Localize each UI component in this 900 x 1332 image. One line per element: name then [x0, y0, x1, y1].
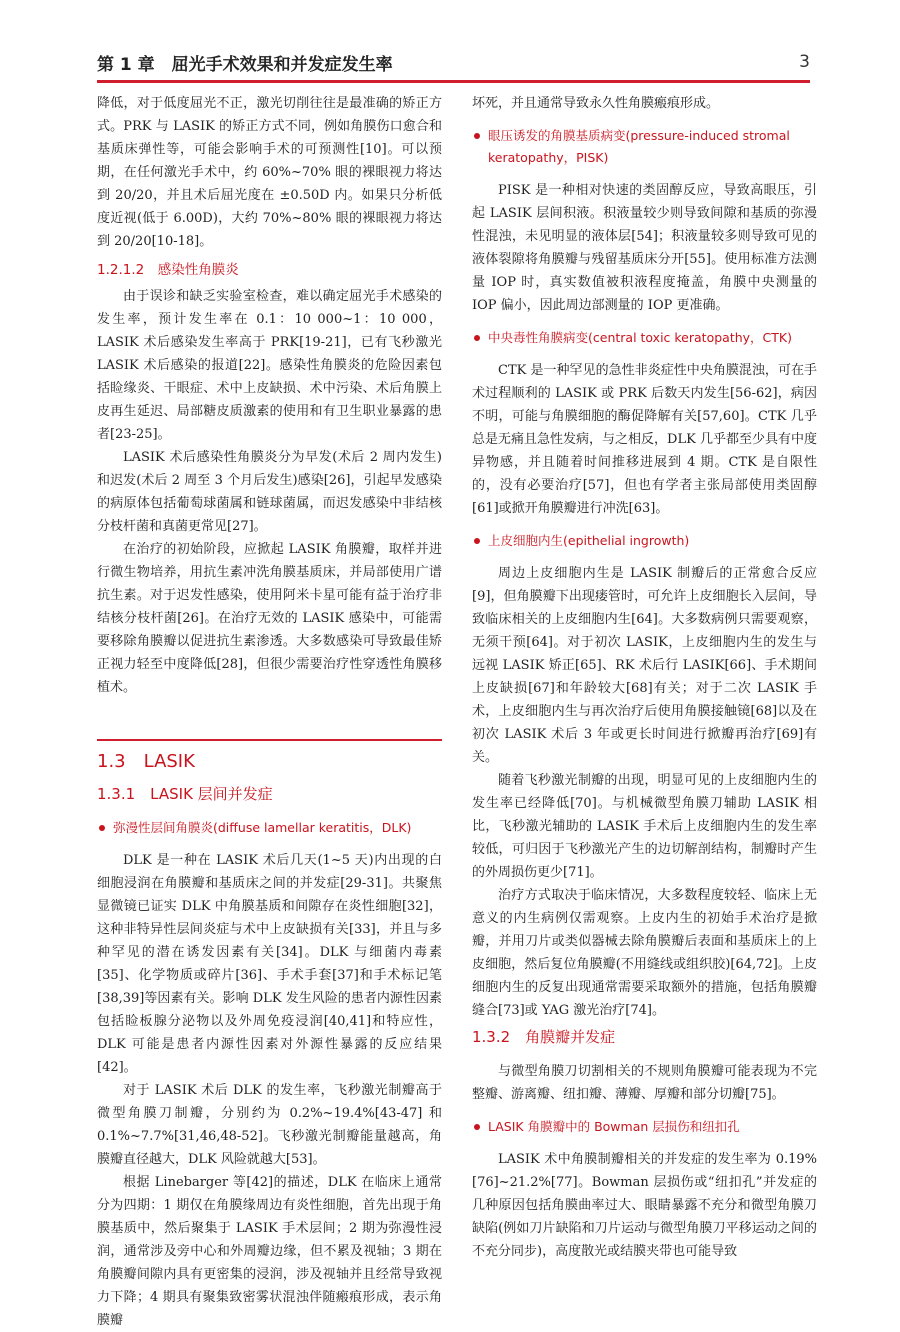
running-header [97, 44, 810, 83]
paragraph: LASIK 术后感染性角膜炎分为早发(术后 2 周内发生)和迟发(术后 2 周至 3 个月后发生)感染[26]，引起早发感染的病原体包括葡萄球菌属和链球菌属，而迟发感染中非结核分枝杆菌和真菌更常见[27]。 [97, 450, 442, 534]
bullet-dot-icon [474, 335, 480, 341]
paragraph: 根据 Linebarger 等[42]的描述，DLK 在临床上通常分为四期：1 期仅在角膜缘周边有炎性细胞，首先出现于角膜基质中，然后聚集于 LASIK 手术层间；2 期为弥漫性浸润，通常涉及旁中心和外周瓣边缘，但不累及视轴；3 期在角膜瓣间隙内具有更密集的浸润，涉及视轴并且经常导致视力下降；4 期具有聚集致密雾状混浊伴随瘢痕形成，表示角膜瓣 [97, 1175, 442, 1328]
bullet-dot-icon [99, 825, 105, 831]
left-column [97, 92, 442, 1332]
section-heading-lasik: 1.3 LASIK [97, 739, 442, 775]
section-heading-interface-complications: 1.3.1 LASIK 层间并发症 [97, 785, 273, 803]
bullet-dot-icon [474, 133, 480, 139]
bullet-heading-bowman-buttonhole [472, 1116, 817, 1138]
bullet-dot-icon [474, 538, 480, 544]
page-number: 3 [799, 52, 810, 72]
paragraph: 与微型角膜刀切割相关的不规则角膜瓣可能表现为不完整瓣、游离瓣、纽扣瓣、薄瓣、厚瓣和部分切瓣[75]。 [472, 1064, 817, 1102]
bullet-heading-epithelial-ingrowth [472, 530, 817, 552]
bullet-heading-pisk [472, 125, 817, 169]
section-heading-flap-complications: 1.3.2 角膜瓣并发症 [472, 1028, 616, 1046]
paragraph: LASIK 术中角膜制瓣相关的并发症的发生率为 0.19%[76]~21.2%[77]。Bowman 层损伤或“纽扣孔”并发症的几种原因包括角膜曲率过大、眼睛暴露不充分和微型角膜刀缺陷(例如刀片缺陷和刀片运动与微型角膜刀平移运动之间的不充分同步)，高度散光或结膜夹带也可能导致 [472, 1152, 817, 1259]
paragraph: 由于误诊和缺乏实验室检查，难以确定屈光手术感染的发生率，预计发生率在 0.1：10 000~1：10 000，LASIK 术后感染发生率高于 PRK[19-21]，已有飞秒激光 LASIK 术后感染的报道[22]。感染性角膜炎的危险因素包括睑缘炎、干眼症、术中上皮缺损、术中污染、术后角膜上皮再生延迟、局部糖皮质激素的使用和有卫生职业暴露的患者[23-25]。 [97, 289, 442, 442]
paragraph: 坏死，并且通常导致永久性角膜瘢痕形成。 [472, 96, 720, 111]
paragraph: 随着飞秒激光制瓣的出现，明显可见的上皮细胞内生的发生率已经降低[70]。与机械微型角膜刀辅助 LASIK 相比，飞秒激光辅助的 LASIK 手术后上皮细胞内生的发生率较低，可归因于飞秒激光产生的边切解剖结构，制瓣时产生的外周损伤更少[71]。 [472, 773, 817, 880]
bullet-heading-text: 中央毒性角膜病变(central toxic keratopathy，CTK) [488, 330, 792, 345]
paragraph: 在治疗的初始阶段，应掀起 LASIK 角膜瓣，取样并进行微生物培养，用抗生素冲洗角膜基质床，并局部使用广谱抗生素。对于迟发性感染，使用阿米卡星可能有益于治疗非结核分枝杆菌[26]。在治疗无效的 LASIK 感染中，可能需要移除角膜瓣以促进抗生素渗透。大多数感染可导致最佳矫正视力轻至中度降低[28]，但很少需要治疗性穿透性角膜移植术。 [97, 542, 442, 695]
paragraph: DLK 是一种在 LASIK 术后几天(1~5 天)内出现的白细胞浸润在角膜瓣和基质床之间的并发症[29-31]。共聚焦显微镜已证实 DLK 中角膜基质和间隙存在炎性细胞[32]，这种非特异性层间炎症与术中上皮缺损有关[33]，并且与多种罕见的潜在诱发因素有关[34]。DLK 与细菌内毒素[35]、化学物质或碎片[36]、手术手套[37]和手术标记笔[38,39]等因素有关。影响 DLK 发生风险的患者内源性因素包括睑板腺分泌物以及外周免疫浸润[40,41]和特应性，DLK 可能是患者内源性因素对外源性暴露的反应结果[42]。 [97, 853, 442, 1075]
bullet-heading-text: 弥漫性层间角膜炎(diffuse lamellar keratitis，DLK) [113, 820, 412, 835]
paragraph: PISK 是一种相对快速的类固醇反应，导致高眼压，引起 LASIK 层间积液。积液量较少则导致间隙和基质的弥漫性混浊，未见明显的液体层[54]；积液量较多则导致可见的液体裂隙将角膜瓣与残留基质床分开[55]。使用标准方法测量 IOP 时，真实数值被积液程度掩盖，角膜中央测量的 IOP 偏小，因此周边部测量的 IOP 更准确。 [472, 183, 817, 313]
paragraph: 降低，对于低度屈光不正，激光切削往往是最准确的矫正方式。PRK 与 LASIK 的矫正方式不同，例如角膜伤口愈合和基质床弹性等，可能会影响手术的可预测性[10]。可以预期，在任何激光手术中，约 60%~70% 眼的裸眼视力将达到 20/20，并且术后屈光度在 ±0.50D 内。如果只分析低度近视(低于 6.00D)，大约 70%~80% 眼的裸眼视力将达到 20/20[10-18]。 [97, 96, 442, 249]
bullet-heading-ctk [472, 327, 817, 349]
bullet-dot-icon [474, 1124, 480, 1130]
right-column [472, 92, 817, 1263]
paragraph: 周边上皮细胞内生是 LASIK 制瓣后的正常愈合反应[9]，但角膜瓣下出现瘘管时，可允许上皮细胞长入层间，导致临床相关的上皮细胞内生[64]。大多数病例只需要观察，无须干预[64]。对于初次 LASIK，上皮细胞内生的发生与远视 LASIK 矫正[65]、RK 术后行 LASIK[66]、手术期间上皮缺损[67]和年龄较大[68]有关；对于二次 LASIK 手术，上皮细胞内生与再次治疗后使用角膜接触镜[68]以及在初次 LASIK 术后 3 年或更长时间进行掀瓣再治疗[69]有关。 [472, 566, 817, 765]
paragraph: 治疗方式取决于临床情况，大多数程度较轻、临床上无意义的内生病例仅需观察。上皮内生的初始手术治疗是掀瓣，并用刀片或类似器械去除角膜瓣后表面和基质床上的上皮细胞，然后复位角膜瓣(不用缝线或组织胶)[64,72]。上皮细胞内生的反复出现通常需要采取额外的措施，包括角膜瓣缝合[73]或 YAG 激光治疗[74]。 [472, 888, 817, 1018]
paragraph: CTK 是一种罕见的急性非炎症性中央角膜混浊，可在手术过程顺利的 LASIK 或 PRK 后数天内发生[56-62]，病因不明，可能与角膜细胞的酶促降解有关[57,60]。CTK 几乎总是无痛且急性发病，与之相反，DLK 几乎都至少具有中度异物感，并且随着时间推移进展到 4 期。CTK 是自限性的，没有必要治疗[57]，但也有学者主张局部使用类固醇[61]或掀开角膜瓣进行冲洗[63]。 [472, 363, 817, 516]
chapter-title: 第 1 章 屈光手术效果和并发症发生率 [97, 54, 393, 75]
bullet-heading-text: 眼压诱发的角膜基质病变(pressure-induced stromal keratopathy，PISK) [488, 128, 790, 165]
bullet-heading-text: LASIK 角膜瓣中的 Bowman 层损伤和纽扣孔 [488, 1119, 740, 1134]
bullet-heading-dlk [97, 817, 442, 839]
section-heading-infectious-keratitis: 1.2.1.2 感染性角膜炎 [97, 262, 239, 278]
bullet-heading-text: 上皮细胞内生(epithelial ingrowth) [488, 533, 690, 548]
paragraph: 对于 LASIK 术后 DLK 的发生率，飞秒激光制瓣高于微型角膜刀制瓣，分别约为 0.2%~19.4%[43-47] 和 0.1%~7.7%[31,46,48-52]。飞秒激光制瓣能量越高，角膜瓣直径越大，DLK 风险就越大[53]。 [97, 1083, 442, 1167]
